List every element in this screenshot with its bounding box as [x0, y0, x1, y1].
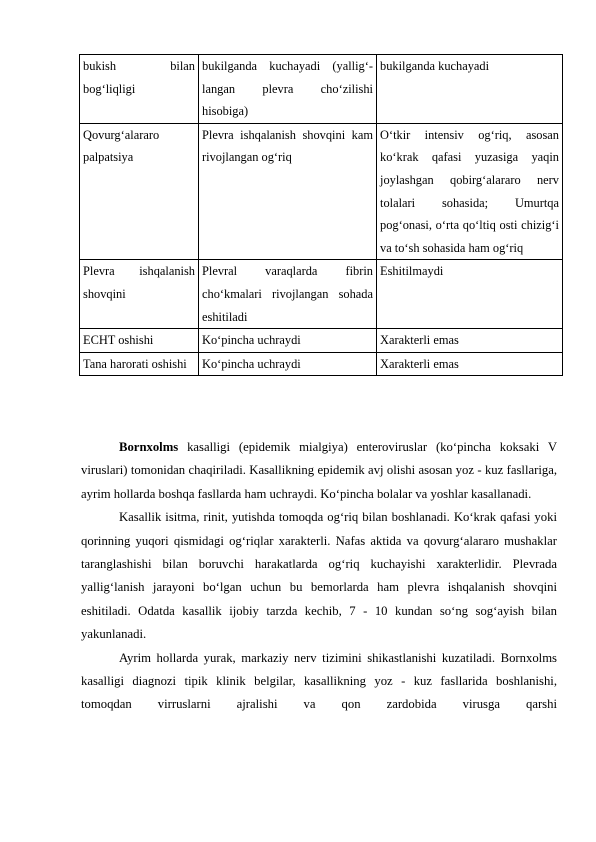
table-cell: Tana harorati oshishi — [80, 352, 199, 376]
table-row — [80, 55, 563, 124]
paragraph-term: Bornxolms — [119, 440, 179, 454]
table-cell: bukilganda kuchayadi — [377, 55, 563, 124]
body-text — [81, 436, 557, 717]
table-cell: Ko‘pincha uchraydi — [199, 352, 377, 376]
table-cell: Xarakterli emas — [377, 352, 563, 376]
table-cell: bukilganda kuchayadi (yallig‘-langan plevra cho‘zilishi hisobiga) — [199, 55, 377, 124]
table-cell: Eshitilmaydi — [377, 260, 563, 329]
table-row — [80, 329, 563, 353]
table-cell: Ko‘pincha uchraydi — [199, 329, 377, 353]
table-cell: Plevra ishqalanish shovqini — [80, 260, 199, 329]
table-cell: bukish bilan bog‘liqligi — [80, 55, 199, 124]
paragraph: Ayrim hollarda yurak, markaziy nerv tizimini shikastlanishi kuzatiladi. Bornxolms kasalligi diagnozi tipik klinik belgilar, kasallikning yoz - kuz fasllarida boshlanishi, tomoqdan virruslarni ajralishi va qon zardobida virusga qarshi — [81, 650, 557, 712]
table-cell: ECHT oshishi — [80, 329, 199, 353]
comparison-table — [79, 54, 563, 376]
table-cell: Qovurg‘alararo palpatsiya — [80, 123, 199, 260]
paragraph — [81, 436, 557, 506]
table-cell: O‘tkir intensiv og‘riq, asosan ko‘krak qafasi yuzasiga yaqin joylashgan qobirg‘alararo nerv tolalari sohasida; Umurtqa pog‘onasi, o‘rta qo‘ltiq osti chizig‘i va to‘sh sohasida ham og‘riq — [377, 123, 563, 260]
table-cell: Xarakterli emas — [377, 329, 563, 353]
paragraph-text: kasalligi (epidemik mialgiya) enteroviruslar (ko‘pincha koksaki V viruslari) tomonidan chaqiriladi. Kasallikning epidemik avj olishi asosan yoz - kuz fasllariga, ayrim hollarda boshqa fasllarda ham uchraydi. Ko‘pincha bolalar va yoshlar kasallanadi. — [81, 440, 557, 501]
table-cell: Plevral varaqlarda fibrin cho‘kmalari rivojlangan sohada eshitiladi — [199, 260, 377, 329]
table-cell: Plevra ishqalanish shovqini kam rivojlangan og‘riq — [199, 123, 377, 260]
table-row — [80, 352, 563, 376]
table-row — [80, 123, 563, 260]
table-row — [80, 260, 563, 329]
paragraph: Kasallik isitma, rinit, yutishda tomoqda og‘riq bilan boshlanadi. Ko‘krak qafasi yoki qorinning yuqori qismidagi og‘riqlar xarakterli. Nafas aktida va qovurg‘alararo mushaklar taranglashishi bilan boruvchi harakatlarda og‘riq kuchayishi xarakterlidir. Plevrada yallig‘lanish jarayoni bo‘lgan uchun bu bemorlarda ham plevra ishqalanish shovqini eshitiladi. Odatda kasallik ijobiy tarzda kechib, 7 - 10 kundan so‘ng sog‘ayish bilan yakunlanadi. — [81, 510, 557, 642]
